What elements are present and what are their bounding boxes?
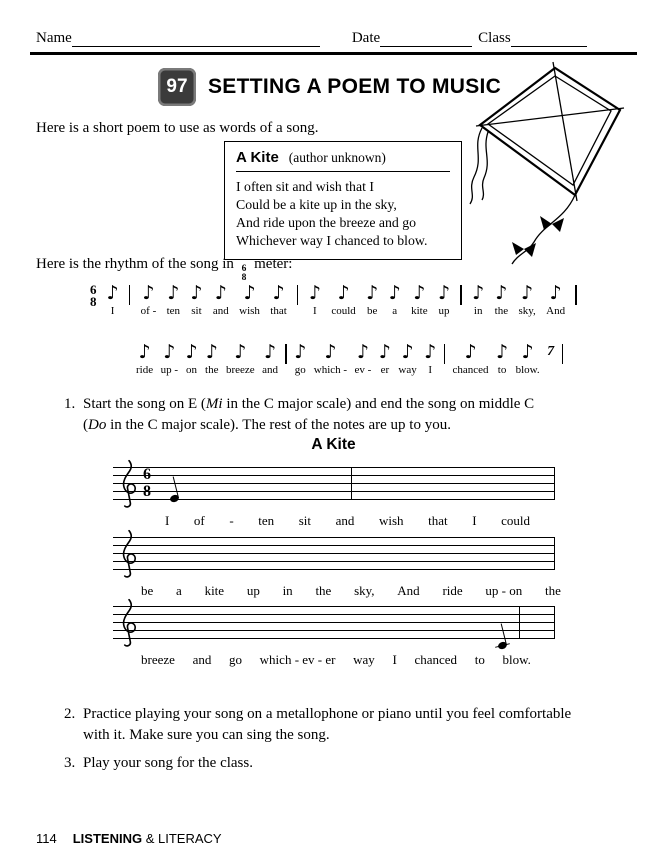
rhythm-cells-row-2	[136, 341, 563, 377]
treble-clef-icon	[117, 597, 139, 649]
page-footer	[36, 831, 222, 846]
rhythm-cells-row-1	[107, 282, 578, 318]
eighth-note-icon: ♪	[205, 341, 218, 363]
eighth-note-icon: ♪	[521, 341, 534, 363]
lyric-syllable: up -	[160, 364, 178, 376]
lyric-syllable: the	[315, 583, 332, 598]
lyric-syllable: blow.	[515, 364, 540, 376]
lyric-syllable: I	[165, 513, 170, 528]
rhythm-intro-before: Here is the rhythm of the song in	[36, 256, 234, 272]
lyric-syllable: ride	[136, 364, 154, 376]
rhythm-line-2	[136, 341, 563, 377]
lyric-syllable: and	[262, 364, 278, 376]
barline	[575, 285, 576, 305]
eighth-note-icon: ♪	[163, 341, 176, 363]
lyric-syllable: I	[428, 364, 433, 376]
eighth-note-icon: ♪	[401, 341, 414, 363]
lyric-syllable: could	[331, 305, 356, 317]
instruction-2	[64, 704, 571, 746]
rhythm-note-cell	[226, 341, 255, 377]
rhythm-note-cell	[366, 282, 378, 318]
instruction-3-text: Play your song for the class.	[83, 755, 253, 771]
instruction-1-text	[83, 394, 534, 436]
lyric-syllable: which - ev - er	[259, 652, 336, 667]
lyric-syllable: that	[428, 513, 448, 528]
instruction-1-seg1: Start the song on E (	[83, 396, 206, 412]
lyric-syllable: breeze	[141, 652, 175, 667]
barline	[351, 467, 352, 500]
eighth-note-icon: ♪	[294, 341, 307, 363]
date-label: Date	[351, 30, 381, 46]
lyric-syllable: could	[501, 513, 530, 528]
rhythm-note-cell	[294, 341, 306, 377]
eighth-note-icon: ♪	[424, 341, 437, 363]
lyric-syllable: and	[212, 305, 229, 317]
eighth-note-icon: ♪	[243, 282, 256, 304]
page-number: 114	[36, 831, 57, 846]
lyric-syllable: sky,	[518, 305, 536, 317]
rhythm-note-cell	[314, 341, 347, 377]
eighth-note-icon: ♪	[167, 282, 180, 304]
eighth-note-icon: ♪	[185, 341, 198, 363]
rhythm-note-cell	[379, 341, 391, 377]
lyrics-row	[141, 652, 531, 668]
meter-bottom: 8	[241, 272, 247, 283]
rhythm-note-cell	[516, 341, 540, 377]
lyric-syllable: ten	[258, 513, 275, 528]
class-label: Class	[478, 30, 511, 46]
rhythm-note-cell	[331, 282, 355, 318]
eighth-note-icon: ♪	[324, 341, 337, 363]
lyric-syllable: chanced	[452, 364, 489, 376]
eighth-note-icon: ♪	[106, 282, 119, 304]
poem-line: Could be a kite up in the sky,	[236, 197, 397, 212]
lyric-syllable: go	[229, 652, 243, 667]
rhythm-note-cell	[185, 341, 197, 377]
lyric-syllable: chanced	[414, 652, 458, 667]
poem-box	[224, 141, 462, 260]
lyric-syllable: in	[282, 583, 293, 598]
eighth-note-icon: ♪	[464, 341, 477, 363]
eighth-note-icon: ♪	[366, 282, 379, 304]
poem-lines	[236, 178, 450, 250]
rhythm-note-cell	[107, 282, 119, 318]
lyric-syllable: go	[294, 364, 306, 376]
rhythm-line-1	[90, 282, 577, 318]
poem-title-row	[236, 149, 450, 172]
name-label: Name	[36, 30, 72, 46]
eighth-note-icon: ♪	[378, 341, 391, 363]
staff-lines[interactable]	[113, 606, 555, 639]
lyrics-row	[165, 513, 530, 529]
eighth-note-icon: ♪	[549, 282, 562, 304]
rhythm-note-cell	[424, 341, 436, 377]
lyric-syllable: kite	[411, 305, 428, 317]
barline	[519, 606, 520, 639]
rhythm-intro-text	[36, 256, 292, 282]
meter-top: 6	[241, 264, 247, 274]
lyric-syllable: And	[397, 583, 420, 598]
eighth-note-icon: ♪	[234, 341, 247, 363]
rhythm-note-cell	[438, 282, 450, 318]
lyric-syllable: on	[186, 364, 197, 376]
lyric-syllable: and	[335, 513, 355, 528]
eighth-note-icon: ♪	[263, 341, 277, 363]
lyric-syllable: and	[192, 652, 212, 667]
lyric-syllable: I	[110, 305, 115, 317]
lyric-syllable: I	[472, 513, 477, 528]
lyric-syllable: -	[229, 513, 234, 528]
eighth-note-icon: ♪	[472, 282, 485, 304]
rhythm-note-cell	[161, 341, 178, 377]
eighth-rest-icon: 7	[547, 344, 555, 359]
score-title: A Kite	[311, 436, 356, 453]
lyric-syllable: of	[193, 513, 205, 528]
rhythm-note-cell	[167, 282, 180, 318]
header-fill-in-row	[36, 30, 629, 47]
lyric-syllable: a	[176, 583, 182, 598]
time-signature-bottom: 8	[90, 294, 97, 309]
rhythm-note-cell	[411, 282, 428, 318]
staff-lines[interactable]	[113, 537, 555, 570]
eighth-note-icon: ♪	[337, 282, 350, 304]
time-signature-bottom: 8	[143, 482, 151, 500]
rhythm-note-cell	[472, 282, 484, 318]
eighth-note-icon: ♪	[308, 282, 321, 304]
lyric-syllable: wish	[239, 305, 260, 317]
eighth-note-icon: ♪	[495, 341, 509, 363]
rhythm-note-cell	[518, 282, 535, 318]
eighth-note-icon: ♪	[138, 341, 151, 363]
time-signature	[143, 467, 151, 500]
barline	[460, 285, 461, 305]
treble-clef-icon	[117, 458, 139, 510]
eighth-note-icon: ♪	[190, 282, 203, 304]
barline	[562, 344, 563, 364]
rhythm-note-cell	[270, 282, 287, 318]
rhythm-note-cell	[136, 341, 153, 377]
lyric-syllable: of -	[140, 305, 157, 317]
instruction-3-number: 3.	[64, 755, 76, 771]
eighth-note-icon: ♪	[521, 282, 534, 304]
barline	[297, 285, 298, 305]
poem-line: Whichever way I chanced to blow.	[236, 233, 428, 248]
lyric-syllable: And	[546, 305, 566, 317]
poem-author: (author unknown)	[288, 150, 386, 165]
rhythm-note-cell	[496, 341, 508, 377]
rhythm-note-cell	[239, 282, 260, 318]
series-title-rest: & LITERACY	[145, 831, 222, 846]
lyric-syllable: breeze	[225, 364, 255, 376]
instruction-3	[64, 753, 253, 774]
treble-clef-icon	[117, 528, 139, 580]
eighth-note-icon: ♪	[142, 282, 155, 304]
instruction-1-number: 1.	[64, 396, 76, 412]
lyric-syllable: a	[392, 305, 398, 317]
kite-illustration	[452, 52, 642, 267]
name-fill-line[interactable]	[72, 31, 320, 47]
solfege-mi: Mi	[205, 396, 223, 412]
date-fill-line[interactable]	[380, 31, 472, 47]
poem-line: I often sit and wish that I	[236, 179, 374, 194]
rhythm-note-cell	[453, 341, 489, 377]
staff-system-1	[113, 467, 555, 529]
rhythm-note-cell	[389, 282, 401, 318]
lyric-syllable: wish	[378, 513, 404, 528]
instruction-1-seg3: (	[83, 417, 88, 433]
instruction-2-line1: Practice playing your song on a metallophone or piano until you feel comfortable	[83, 706, 572, 722]
lyric-syllable: ev -	[354, 364, 372, 376]
rhythm-intro-after: meter:	[254, 256, 293, 272]
rhythm-rest-cell	[547, 341, 554, 364]
eighth-note-icon: ♪	[388, 282, 401, 304]
lyric-syllable: in	[473, 305, 483, 317]
rhythm-note-cell	[546, 282, 565, 318]
lyric-syllable: the	[494, 305, 509, 317]
rhythm-note-cell	[141, 282, 157, 318]
lesson-number: 97	[166, 76, 188, 97]
eighth-note-icon: ♪	[437, 282, 451, 304]
lyric-syllable: which -	[313, 364, 348, 376]
rhythm-note-cell	[309, 282, 321, 318]
lyric-syllable: the	[545, 583, 561, 598]
lyric-syllable: ten	[166, 305, 181, 317]
lyric-syllable: ride	[442, 583, 463, 598]
barline	[129, 285, 130, 305]
page-title: SETTING A POEM TO MUSIC	[208, 75, 502, 98]
instruction-2-number: 2.	[64, 706, 76, 722]
lyric-syllable: be	[141, 583, 154, 598]
rhythm-note-cell	[190, 282, 202, 318]
note	[170, 494, 180, 503]
intro-text: Here is a short poem to use as words of a song.	[36, 120, 319, 136]
rhythm-note-cell	[495, 282, 508, 318]
lyric-syllable: kite	[204, 583, 225, 598]
instruction-1-seg2: in the C major scale) and end the song on middle C	[222, 396, 535, 412]
lyric-syllable: I	[392, 652, 397, 667]
barline	[554, 537, 555, 570]
staff-system-2	[113, 537, 561, 599]
barline	[285, 344, 286, 364]
instruction-2-text	[83, 704, 571, 746]
time-signature-top: 6	[90, 282, 97, 297]
rhythm-note-cell	[213, 282, 229, 318]
lyric-syllable: sky,	[354, 583, 375, 598]
class-fill-line[interactable]	[511, 31, 587, 47]
lyric-syllable: up	[246, 583, 260, 598]
poem-title: A Kite	[236, 149, 279, 166]
rhythm-note-cell	[205, 341, 218, 377]
lyric-syllable: sit	[191, 305, 202, 317]
barline	[554, 467, 555, 500]
lyric-syllable: I	[313, 305, 317, 317]
staff-system-3	[113, 606, 555, 668]
solfege-do: Do	[88, 417, 107, 433]
rhythm-note-cell	[398, 341, 416, 377]
eighth-note-icon: ♪	[356, 341, 369, 363]
barline	[444, 344, 445, 364]
rhythm-note-cell	[355, 341, 372, 377]
eighth-note-icon: ♪	[272, 282, 285, 304]
lyric-syllable: way	[398, 364, 417, 376]
lyric-syllable: the	[205, 364, 219, 376]
eighth-note-icon: ♪	[413, 282, 426, 304]
rhythm-note-cell	[262, 341, 278, 377]
lyric-syllable: up - on	[485, 583, 523, 598]
note	[497, 641, 507, 650]
lyric-syllable: that	[270, 305, 287, 317]
lyric-syllable: to	[497, 364, 507, 376]
series-title-bold: LISTENING	[72, 831, 143, 846]
lyric-syllable: up	[438, 305, 450, 317]
meter-fraction	[242, 265, 247, 282]
eighth-note-icon: ♪	[495, 282, 508, 304]
poem-line: And ride upon the breeze and go	[236, 215, 417, 230]
eighth-note-icon: ♪	[214, 282, 227, 304]
lyric-syllable: to	[474, 652, 485, 667]
lyric-syllable: way	[353, 652, 375, 667]
time-signature-top: 6	[143, 466, 151, 483]
lyric-syllable: sit	[298, 513, 312, 528]
lyric-syllable: blow.	[502, 652, 531, 667]
instruction-1	[64, 394, 534, 436]
lyric-syllable: be	[367, 305, 378, 317]
lyrics-row	[141, 583, 561, 599]
instruction-1-seg4: in the C major scale). The rest of the notes are up to you.	[106, 417, 451, 433]
barline	[554, 606, 555, 639]
lyric-syllable: er	[380, 364, 390, 376]
time-signature	[90, 284, 97, 308]
instruction-2-line2: with it. Make sure you can sing the song.	[83, 727, 330, 743]
staff-lines[interactable]	[113, 467, 555, 500]
lesson-number-badge	[158, 68, 196, 106]
